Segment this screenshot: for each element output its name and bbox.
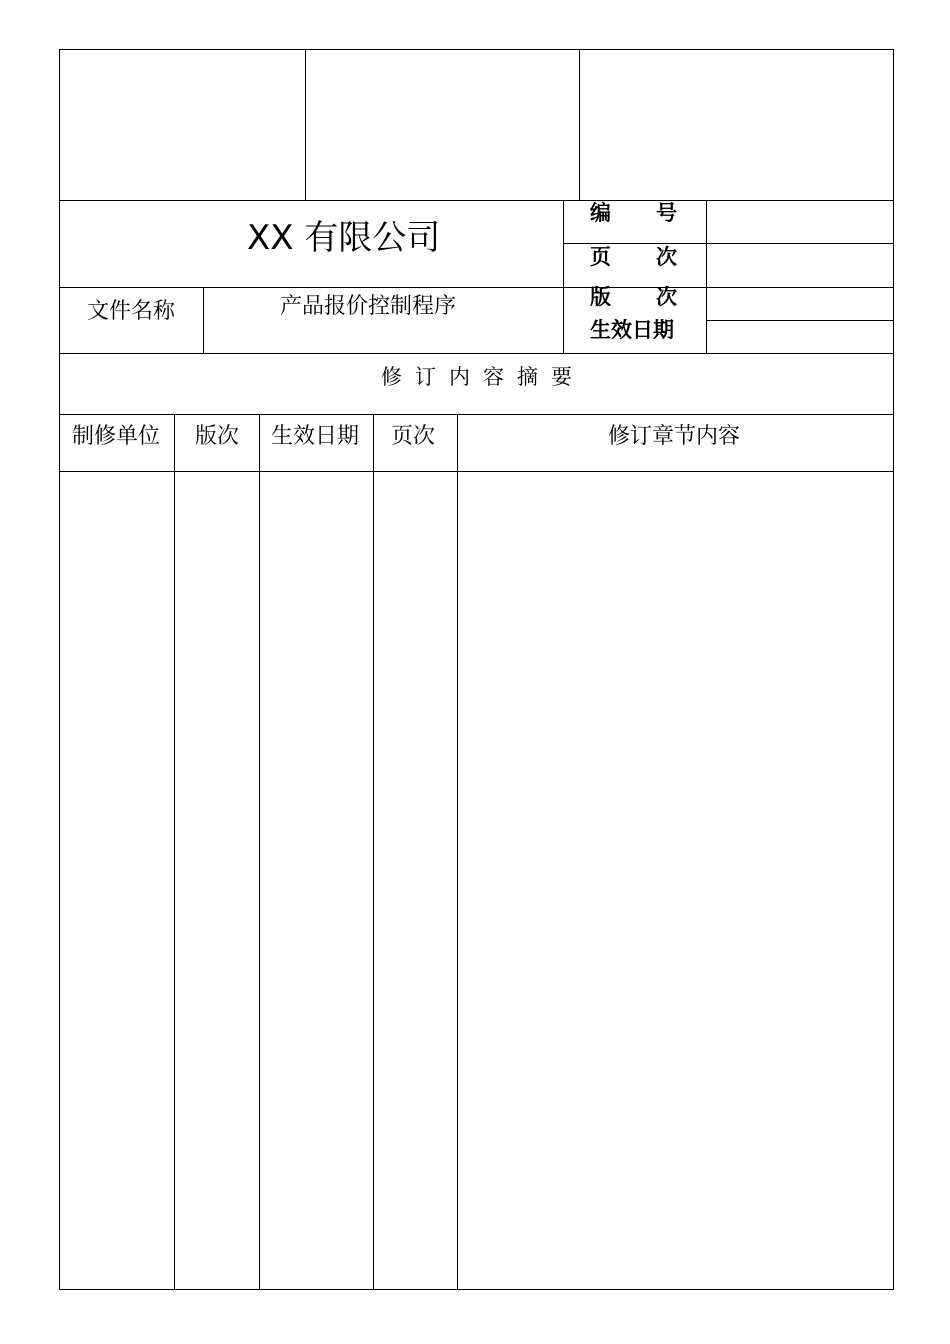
rule-meta-3: [706, 320, 894, 321]
column-header-unit: 制修单位: [72, 424, 161, 449]
logo-divider-2: [579, 49, 580, 200]
doc-name-label: 文件名称: [87, 299, 176, 324]
col-divider-4: [457, 414, 458, 1290]
meta-left-divider: [563, 200, 564, 353]
rule-after-column-headers: [59, 471, 894, 472]
column-header-content: 修订章节内容: [608, 424, 741, 449]
col-divider-2: [259, 414, 260, 1290]
meta-label-page-a: 页: [590, 245, 611, 269]
column-header-version: 版次: [195, 424, 240, 449]
meta-label-version-b: 次: [656, 285, 677, 309]
doc-name-value: 产品报价控制程序: [280, 294, 457, 319]
revision-summary-title: 修订内容摘要: [381, 365, 585, 389]
rule-after-logo: [59, 200, 894, 201]
meta-label-version-a: 版: [590, 285, 611, 309]
logo-divider-1: [305, 49, 306, 200]
rule-after-docname: [59, 353, 894, 354]
form-outer-border: [59, 49, 894, 1290]
meta-label-number-a: 编: [590, 201, 611, 225]
meta-value-divider: [706, 200, 707, 353]
meta-label-number-b: 号: [656, 201, 677, 225]
col-divider-3: [373, 414, 374, 1290]
rule-after-summary-title: [59, 414, 894, 415]
rule-after-company: [59, 287, 894, 288]
column-header-page: 页次: [391, 424, 436, 449]
meta-label-page-b: 次: [656, 245, 677, 269]
meta-label-effective-date: 生效日期: [590, 318, 674, 342]
column-header-effective-date: 生效日期: [271, 424, 360, 449]
col-divider-1: [174, 414, 175, 1290]
rule-meta-1: [563, 243, 894, 244]
company-name: XX 有限公司: [247, 218, 441, 258]
docname-divider: [203, 287, 204, 353]
